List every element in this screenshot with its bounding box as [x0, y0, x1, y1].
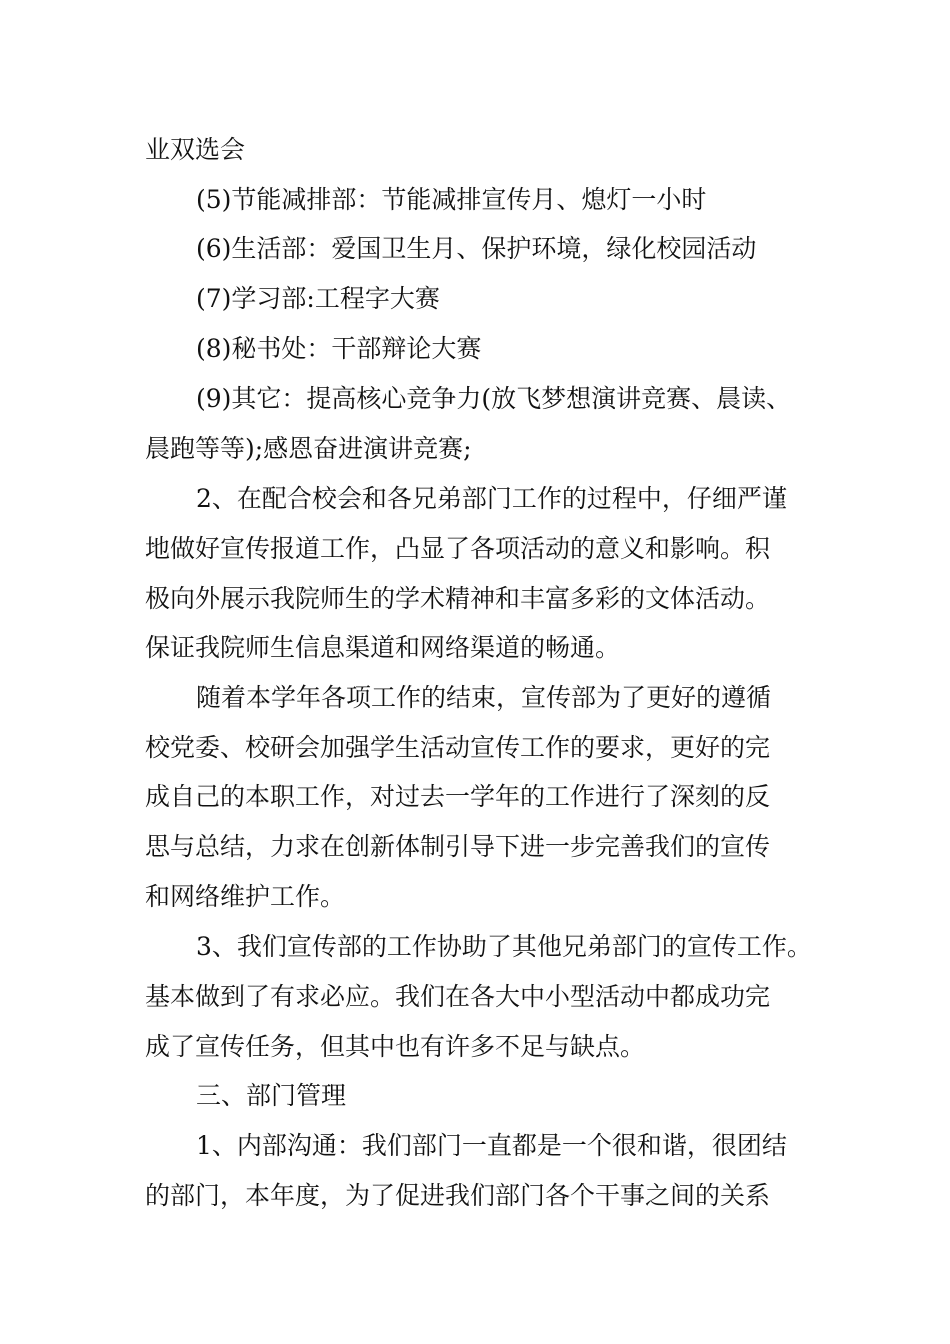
- text-line-16: 和网络维护工作。: [145, 882, 346, 911]
- text-line-9: 地做好宣传报道工作，凸显了各项活动的意义和影响。积: [145, 534, 771, 563]
- text-line-6: (9)其它：提高核心竞争力(放飞梦想演讲竞赛、晨读、: [196, 384, 792, 413]
- text-line-5: (8)秘书处：干部辩论大赛: [196, 334, 482, 363]
- text-line-15: 思与总结，力求在创新体制引导下进一步完善我们的宣传: [145, 832, 771, 861]
- text-line-19: 成了宣传任务，但其中也有许多不足与缺点。: [145, 1032, 646, 1061]
- text-line-4: (7)学习部:工程字大赛: [196, 284, 440, 313]
- text-line-17: 3、我们宣传部的工作协助了其他兄弟部门的宣传工作。: [196, 932, 812, 961]
- text-line-1: 业双选会: [145, 135, 246, 164]
- text-line-20: 三、部门管理: [196, 1081, 347, 1110]
- text-line-8: 2、在配合校会和各兄弟部门工作的过程中，仔细严谨: [196, 484, 787, 513]
- text-line-10: 极向外展示我院师生的学术精神和丰富多彩的文体活动。: [145, 584, 771, 613]
- text-line-3: (6)生活部：爱国卫生月、保护环境，绿化校园活动: [196, 234, 757, 263]
- text-line-12: 随着本学年各项工作的结束，宣传部为了更好的遵循: [196, 683, 772, 712]
- text-line-18: 基本做到了有求必应。我们在各大中小型活动中都成功完: [145, 982, 771, 1011]
- text-line-11: 保证我院师生信息渠道和网络渠道的畅通。: [145, 633, 621, 662]
- text-line-21: 1、内部沟通：我们部门一直都是一个很和谐，很团结: [196, 1131, 787, 1160]
- text-line-7: 晨跑等等);感恩奋进演讲竞赛;: [145, 434, 472, 463]
- text-line-2: (5)节能减排部：节能减排宣传月、熄灯一小时: [196, 185, 707, 214]
- text-line-13: 校党委、校研会加强学生活动宣传工作的要求，更好的完: [145, 733, 771, 762]
- text-line-14: 成自己的本职工作，对过去一学年的工作进行了深刻的反: [145, 782, 771, 811]
- text-line-22: 的部门，本年度，为了促进我们部门各个干事之间的关系: [145, 1181, 771, 1210]
